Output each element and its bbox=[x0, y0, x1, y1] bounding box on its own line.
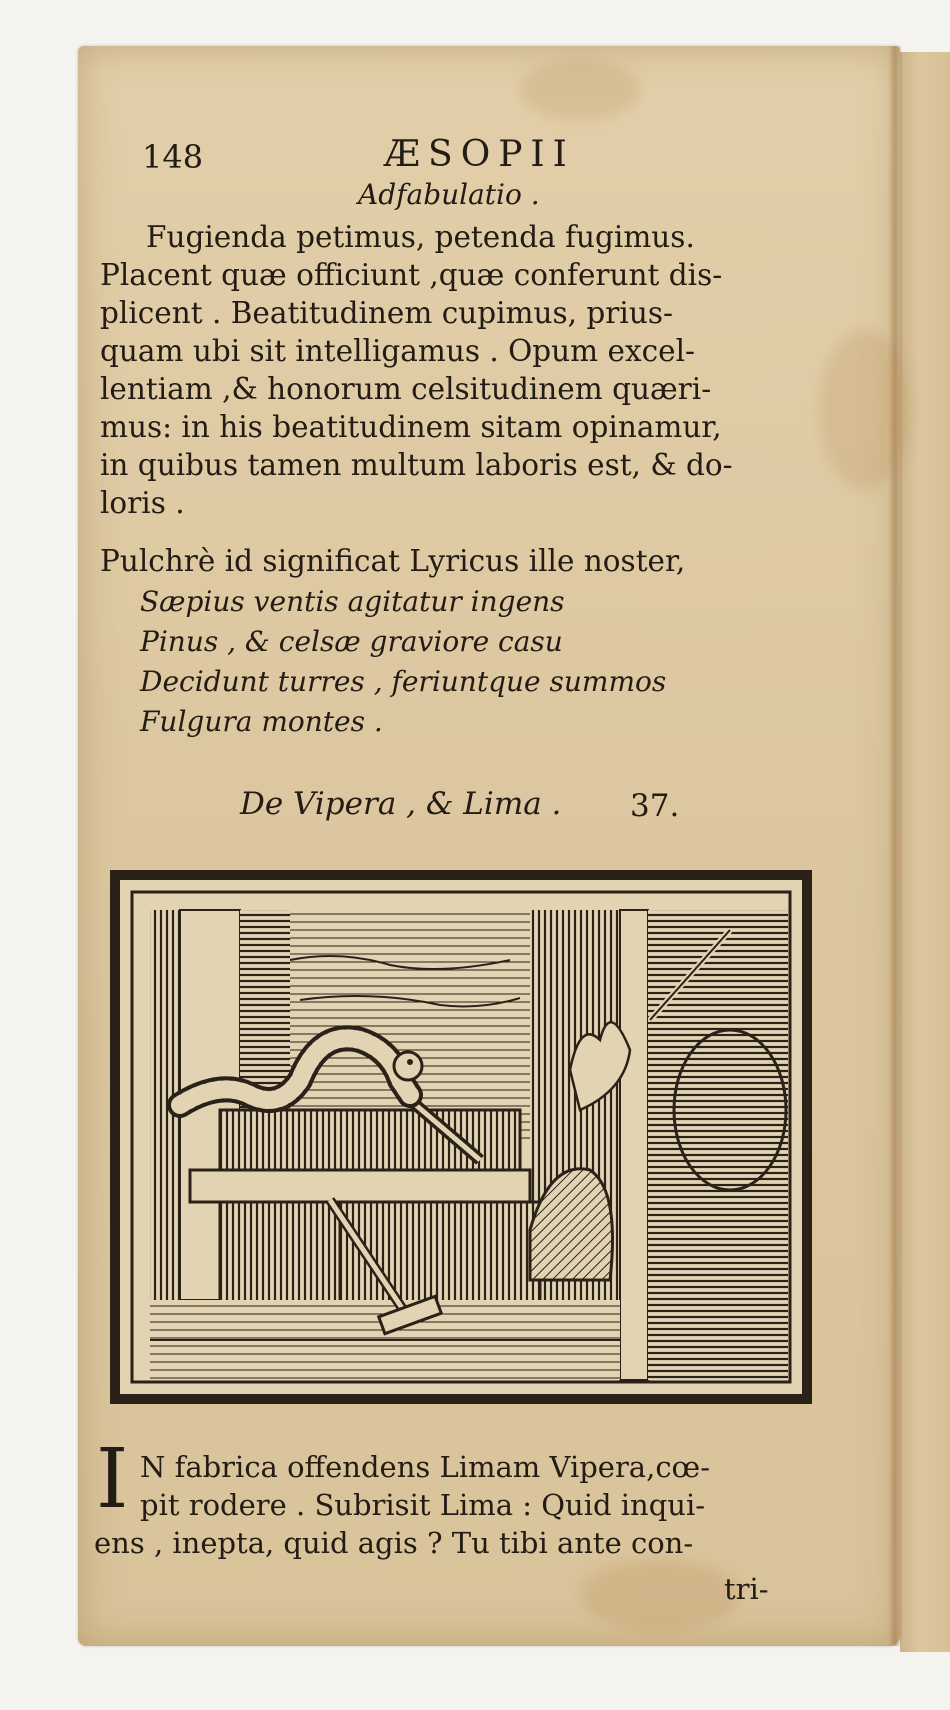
text-line: lentiam ,& honorum celsitudinem quæri- bbox=[100, 372, 712, 406]
text-line: Placent quæ officiunt ,quæ conferunt dis- bbox=[100, 258, 723, 292]
text-line: loris . bbox=[100, 486, 185, 520]
text-line: in quibus tamen multum laboris est, & do- bbox=[100, 448, 733, 482]
fable-text bbox=[94, 1448, 820, 1562]
paper-stain bbox=[820, 330, 910, 490]
text-line: Fugienda petimus, petenda fugimus. bbox=[146, 220, 695, 254]
verse-line: Sæpius ventis agitatur ingens bbox=[140, 585, 565, 618]
text-line: mus: in his beatitudinem sitam opinamur, bbox=[100, 410, 722, 444]
catchword: tri- bbox=[724, 1572, 769, 1606]
verse-quote bbox=[140, 582, 666, 742]
woodcut-image bbox=[110, 870, 812, 1404]
text-line: ens , inepta, quid agis ? Tu tibi ante con- bbox=[94, 1526, 694, 1560]
verse-line: Decidunt turres , feriuntque summos bbox=[140, 665, 667, 698]
drop-cap: I bbox=[96, 1432, 129, 1527]
text-line: N fabrica offendens Limam Vipera,cœ- bbox=[140, 1450, 711, 1484]
section-subtitle: Adfabulatio . bbox=[358, 178, 540, 211]
fable-number: 37. bbox=[630, 788, 680, 824]
page-fold bbox=[888, 46, 902, 1646]
facing-page-edge bbox=[900, 52, 950, 1652]
adfabulatio-text bbox=[100, 218, 830, 522]
verse-intro: Pulchrè id significat Lyricus ille noster, bbox=[100, 544, 686, 578]
text-line: plicent . Beatitudinem cupimus, prius- bbox=[100, 296, 673, 330]
text-line: quam ubi sit intelligamus . Opum excel- bbox=[100, 334, 695, 368]
text-line: pit rodere . Subrisit Lima : Quid inqui- bbox=[140, 1488, 706, 1522]
woodcut-illustration bbox=[110, 870, 812, 1404]
fable-title: De Vipera , & Lima . bbox=[240, 786, 562, 822]
running-title: ÆSOPII bbox=[384, 134, 575, 175]
paper-stain bbox=[580, 1560, 740, 1630]
verse-line: Fulgura montes . bbox=[140, 705, 383, 738]
paper-stain bbox=[520, 60, 640, 120]
page-number: 148 bbox=[142, 138, 204, 176]
verse-line: Pinus , & celsæ graviore casu bbox=[140, 625, 563, 658]
